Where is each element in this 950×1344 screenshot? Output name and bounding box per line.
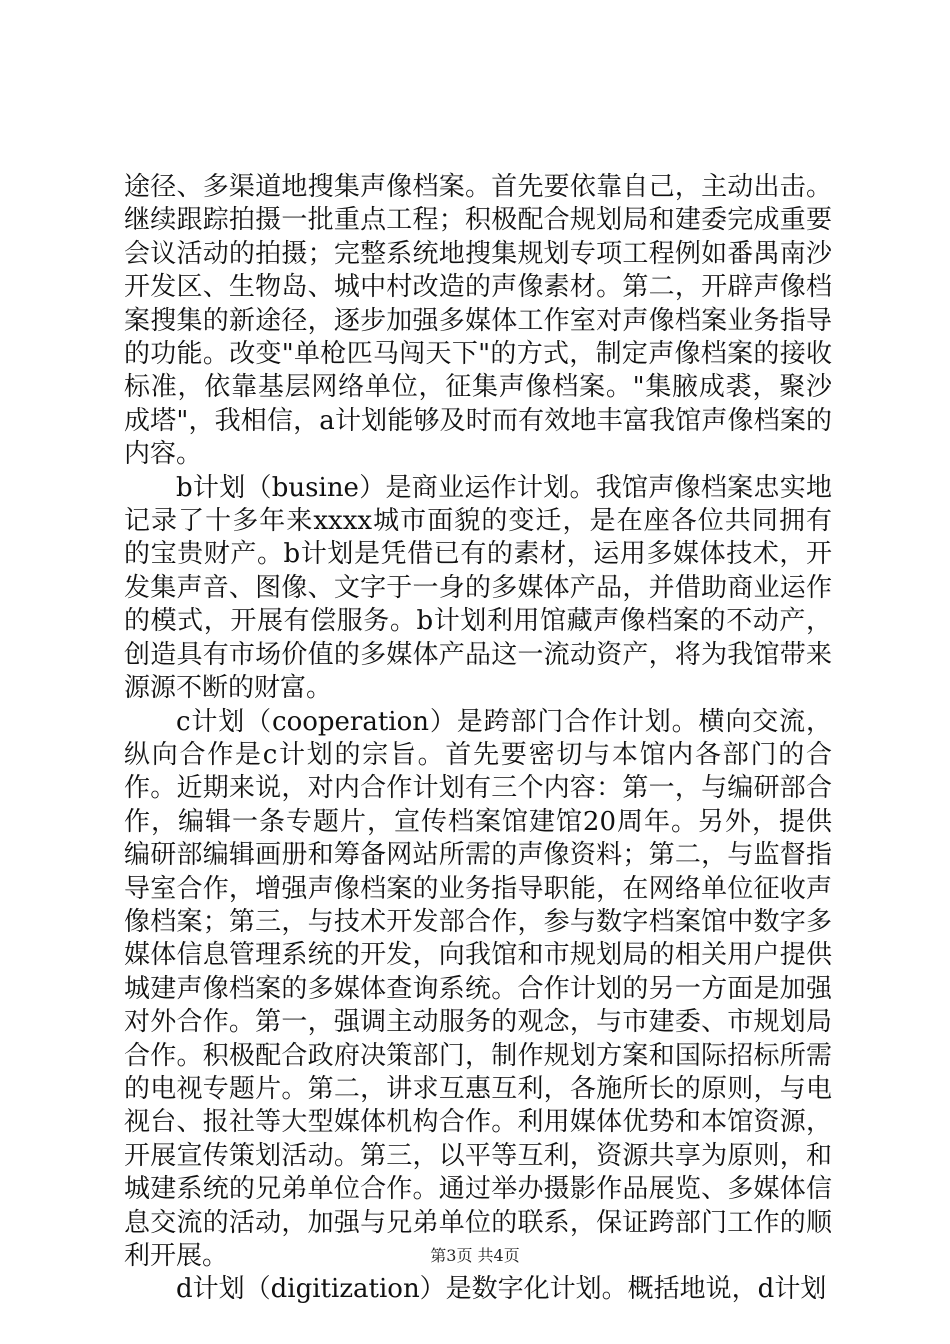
page-number-footer: 第3页 共4页 bbox=[430, 1246, 520, 1265]
document-body bbox=[124, 171, 832, 1307]
paragraph-a-plan-continued: 途径、多渠道地搜集声像档案。首先要依靠自己，主动出击。继续跟踪拍摄一批重点工程；积极配合规划局和建委完成重要会议活动的拍摄；完整系统地搜集规划专项工程例如番禺南沙开发区、生物岛、城中村改造的声像素材。第二，开辟声像档案搜集的新途径，逐步加强多媒体工作室对声像档案业务指导的功能。改变"单枪匹马闯天下"的方式，制定声像档案的接收标准，依靠基层网络单位，征集声像档案。"集腋成裘，聚沙成塔"，我相信，a计划能够及时而有效地丰富我馆声像档案的内容。 bbox=[124, 172, 832, 470]
paragraph-d-plan: d计划（digitization）是数字化计划。概括地说，d计划 bbox=[176, 1274, 827, 1305]
paragraph-c-plan: c计划（cooperation）是跨部门合作计划。横向交流，纵向合作是c计划的宗旨。首先要密切与本馆内各部门的合作。近期来说，对内合作计划有三个内容：第一，与编研部合作，编辑一条专题片，宣传档案馆建馆20周年。另外，提供编研部编辑画册和筹备网站所需的声像资料；第二，与监督指导室合作，增强声像档案的业务指导职能，在网络单位征收声像档案；第三，与技术开发部合作，参与数字档案馆中数字多媒体信息管理系统的开发，向我馆和市规划局的相关用户提供城建声像档案的多媒体查询系统。合作计划的另一方面是加强对外合作。第一，强调主动服务的观念，与市建委、市规划局合作。积极配合政府决策部门，制作规划方案和国际招标所需的电视专题片。第二，讲求互惠互利，各施所长的原则，与电视台、报社等大型媒体机构合作。利用媒体优势和本馆资源，开展宣传策划活动。第三，以平等互利，资源共享为原则，和城建系统的兄弟单位合作。通过举办摄影作品展览、多媒体信息交流的活动，加强与兄弟单位的联系，保证跨部门工作的顺利开展。 bbox=[124, 706, 832, 1271]
paragraph-b-plan: b计划（busine）是商业运作计划。我馆声像档案忠实地记录了十多年来xxxx城市面貌的变迁，是在座各位共同拥有的宝贵财产。b计划是凭借已有的素材，运用多媒体技术，开发集声音、图像、文字于一身的多媒体产品，并借助商业运作的模式，开展有偿服务。b计划利用馆藏声像档案的不动产，创造具有市场价值的多媒体产品这一流动资产，将为我馆带来源源不断的财富。 bbox=[124, 472, 832, 704]
